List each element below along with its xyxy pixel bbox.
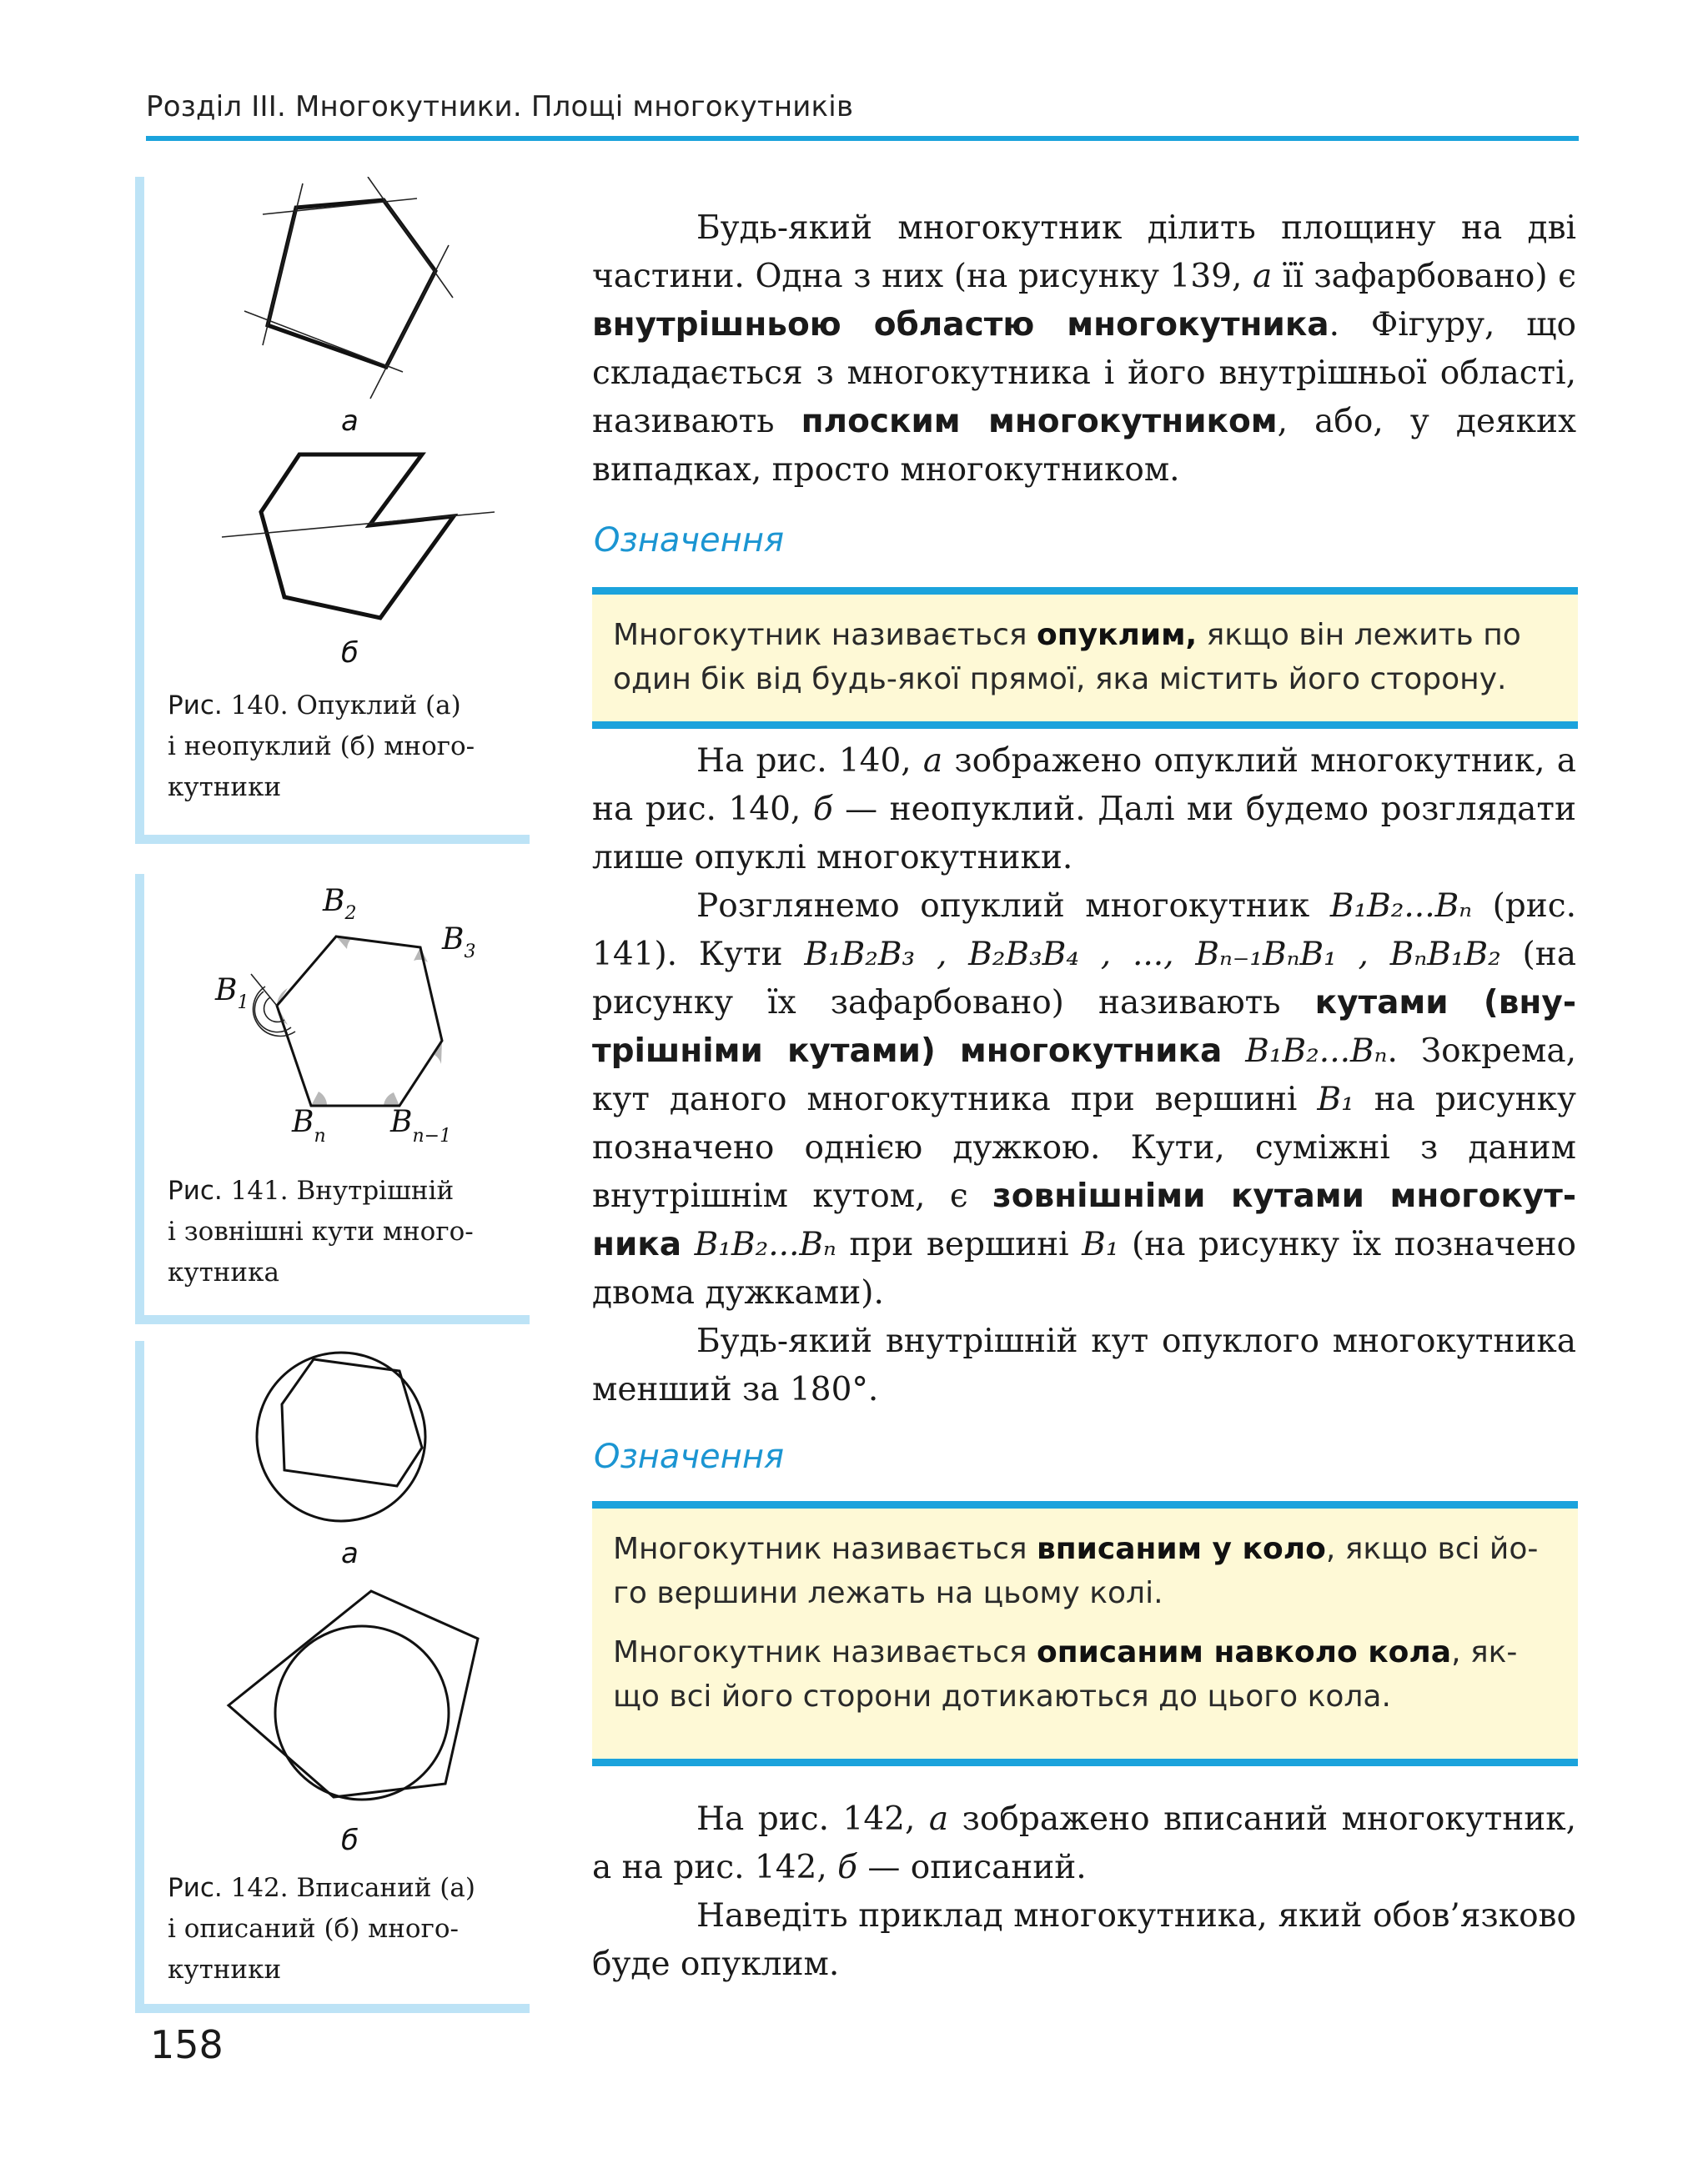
svg-text:B3: $B_3$ bbox=[442, 922, 476, 962]
paragraph: Наведіть приклад многокутника, який обов’язково буде опуклим. bbox=[592, 1897, 1576, 1983]
figure-142-caption: Рис. 142. Вписаний (а) і описаний (б) много- кутники bbox=[168, 1873, 475, 1985]
vertex-label-b1: B bbox=[215, 973, 238, 1007]
side-line bbox=[244, 311, 403, 372]
inscribed-pentagon bbox=[282, 1359, 422, 1486]
vertex-label-bn: B bbox=[292, 1105, 314, 1139]
figure-140b-label: б bbox=[341, 636, 359, 670]
paragraph: Будь-який внутрішній кут опуклого многокутника менший за 180°. bbox=[592, 1323, 1576, 1408]
main-paragraph-block bbox=[592, 737, 1576, 1414]
paragraph: На рис. 142, а зображено вписаний многокутник, а на рис. 142, б — описаний. bbox=[592, 1800, 1576, 1886]
definition-convex: Многокутник називається опуклим, якщо він лежить по один бік від будь-якої прямої, яка містить його сторону. bbox=[592, 587, 1578, 729]
figure-142b-label: б bbox=[341, 1824, 359, 1857]
figure-140-panel bbox=[135, 177, 530, 844]
figure-142a-label: а bbox=[341, 1537, 359, 1570]
paragraph: На рис. 140, а зображено опуклий многокутник, а на рис. 140, б — неопуклий. Далі ми будемо розглядати лише опуклі многокутники. bbox=[592, 742, 1576, 876]
figure-141-caption: Рис. 141. Внутрішній і зовнішні кути много- кутника bbox=[168, 1176, 474, 1288]
term-exterior-angles: зовнішніми кутами многокутника bbox=[592, 1177, 1576, 1263]
paragraph: Розглянемо опуклий многокутник B₁B₂...Bₙ (рис. 141). Кути B₁B₂B₃ , B₂B₃B₄ , ..., Bₙ₋₁BₙB₁ , BₙB₁B₂ (на рисунку їх зафарбовано) називають кутами (внутрішніми кутами) многокутника B₁B₂...Bₙ. Зокрема, кут даного многокутника при вершині B₁ на рисунку позначено однією дужкою. Кути, суміжні з даним внутрішнім кутом, є зовнішніми кутами многокутника B₁B₂...Bₙ при вершині B₁ (на рисунку їх позначено двома дужками). bbox=[592, 887, 1577, 1312]
svg-text:B1: $B_1$ bbox=[215, 973, 249, 1013]
closing-paragraph-block bbox=[592, 1795, 1576, 1989]
circumscribed-polygon bbox=[229, 1591, 478, 1797]
paragraph: Будь-який многокутник ділить площину на дві частини. Одна з них (на рисунку 139, а її зафарбовано) є внутрішньою областю многокутника. Фігуру, що складається з многокутника і його внутрішньої області, називають плоским многокутником, або, у деяких випадках, просто многокутником. bbox=[592, 209, 1576, 489]
figure-142-panel bbox=[135, 1341, 530, 2013]
definition-inscribed-circumscribed: Многокутник називається вписаним у коло, якщо всі його вершини лежать на цьому колі. Многокутник називається описаним навколо кола, якщо всі його сторони дотикаються до цього кола. bbox=[592, 1501, 1578, 1766]
running-header: Розділ III. Многокутники. Площі многокутників bbox=[146, 90, 854, 123]
vertex-label-bn1: B bbox=[390, 1105, 413, 1139]
inscribed-circle bbox=[275, 1626, 449, 1800]
definition-heading: Означення bbox=[594, 1438, 785, 1476]
figure-140-caption: Рис. 140. Опуклий (а) і неопуклий (б) много- кутники bbox=[168, 690, 475, 802]
svg-text:B2: $B_2$ bbox=[323, 884, 357, 924]
figure-141-panel bbox=[135, 874, 530, 1324]
vertex-label-b2: B bbox=[323, 884, 345, 918]
side-line bbox=[368, 177, 453, 298]
nonconvex-polygon bbox=[261, 454, 454, 618]
svg-text:Bn: $B_n$ bbox=[292, 1105, 326, 1147]
term-plane-polygon: плоским многокутником bbox=[801, 403, 1278, 440]
side-line bbox=[370, 245, 449, 399]
side-line bbox=[263, 183, 303, 345]
term-interior: внутрішньою областю многокутника bbox=[592, 306, 1329, 344]
convex-polygon bbox=[277, 936, 442, 1106]
term-interior-angles: кутами (внутрішніми кутами) многокутника bbox=[592, 984, 1576, 1070]
definition-heading: Означення bbox=[594, 521, 785, 560]
figure-140a-label: а bbox=[341, 404, 359, 438]
intro-paragraph-block bbox=[592, 204, 1576, 495]
page-number: 158 bbox=[150, 2022, 224, 2067]
vertex-label-b3: B bbox=[442, 922, 465, 956]
header-rule bbox=[146, 136, 1579, 141]
svg-text:Bn−1: $B_{n-1}$ bbox=[390, 1105, 452, 1147]
